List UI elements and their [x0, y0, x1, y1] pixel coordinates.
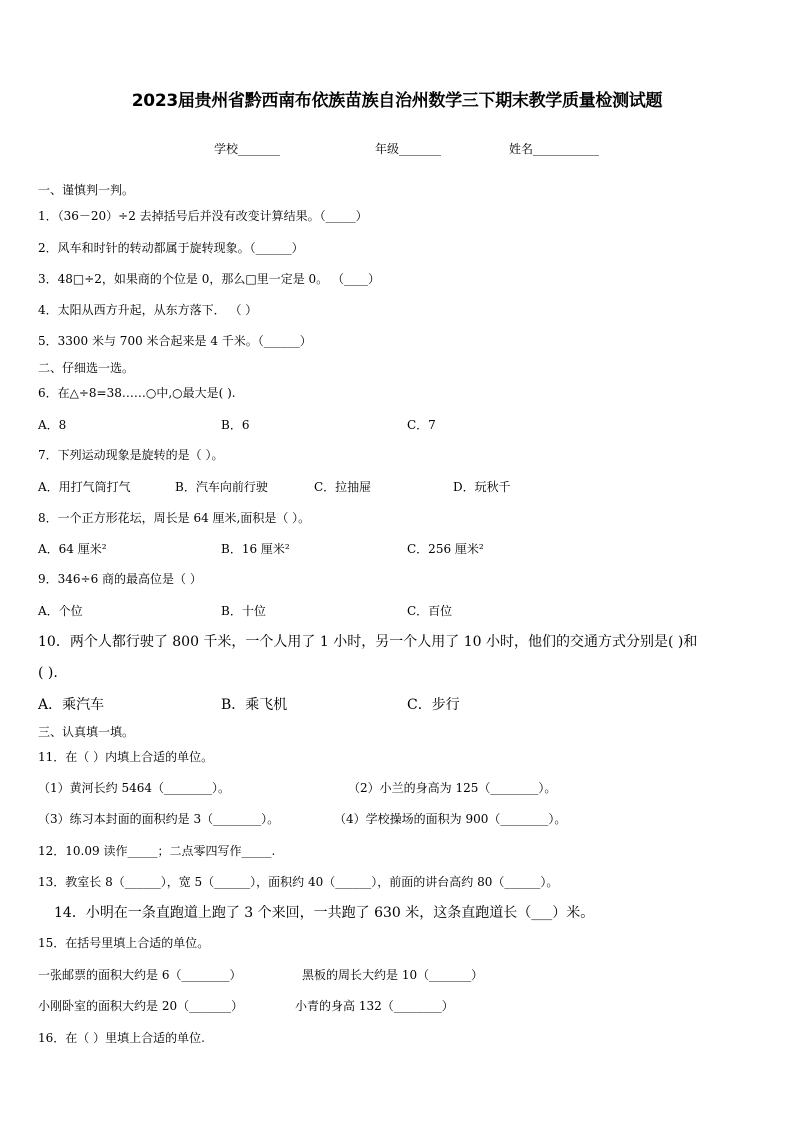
q7-option-a: A．用打气筒打气: [38, 480, 131, 494]
q10-option-b: B．乘飞机: [221, 697, 288, 713]
question-11: 11．在（ ）内填上合适的单位。: [38, 750, 214, 764]
section-heading-2: 二、仔细选一选。: [38, 361, 135, 375]
q15-item-4: 小青的身高 132（________）: [295, 999, 454, 1013]
page-title: 2023届贵州省黔西南布依族苗族自治州数学三下期末教学质量检测试题: [131, 91, 663, 111]
question-15: 15．在括号里填上合适的单位。: [38, 936, 210, 950]
q15-item-1: 一张邮票的面积大约是 6（________）: [38, 968, 242, 982]
q6-option-c: C．7: [407, 418, 436, 432]
question-4: 4．太阳从西方升起，从东方落下． （ ）: [38, 303, 258, 317]
question-6: 6．在△÷8=38……○中,○最大是( ).: [38, 386, 236, 400]
question-8: 8．一个正方形花坛，周长是 64 厘米,面积是（ ）。: [38, 511, 311, 525]
grade-field: 年级_______: [375, 142, 442, 156]
q7-option-c: C．拉抽屉: [314, 480, 372, 494]
q11-item-3: （3）练习本封面的面积约是 3（________）。: [38, 812, 280, 826]
question-12: 12．10.09 读作_____；二点零四写作_____.: [38, 844, 276, 858]
section-heading-1: 一、谨慎判一判。: [38, 183, 135, 197]
section-heading-3: 三、认真填一填。: [38, 725, 135, 739]
q11-item-1: （1）黄河长约 5464（________）。: [38, 781, 230, 795]
q10-option-a: A．乘汽车: [38, 697, 105, 713]
q9-option-c: C．百位: [407, 604, 453, 618]
q11-item-4: （4）学校操场的面积为 900（________）。: [334, 812, 567, 826]
school-field: 学校_______: [214, 142, 281, 156]
q8-option-c: C．256 厘米²: [407, 542, 484, 556]
question-14: 14．小明在一条直跑道上跑了 3 个来回，一共跑了 630 米，这条直跑道长（___）米。: [54, 905, 595, 921]
q10-option-c: C．步行: [407, 697, 460, 713]
q7-option-b: B．汽车向前行驶: [175, 480, 268, 494]
name-field: 姓名___________: [509, 142, 600, 156]
q9-option-b: B．十位: [221, 604, 266, 618]
question-7: 7．下列运动现象是旋转的是（ ）。: [38, 448, 224, 462]
question-10-line-2: ( ).: [38, 665, 58, 681]
question-9: 9．346÷6 商的最高位是（ ）: [38, 572, 202, 586]
q6-option-b: B．6: [221, 418, 250, 432]
question-2: 2．风车和时针的转动都属于旋转现象。（______）: [38, 241, 304, 255]
q9-option-a: A．个位: [38, 604, 83, 618]
question-5: 5．3300 米与 700 米合起来是 4 千米。（______）: [38, 334, 312, 348]
q15-item-2: 黑板的周长大约是 10（_______）: [302, 968, 484, 982]
q6-option-a: A．8: [38, 418, 67, 432]
question-13: 13．教室长 8（______），宽 5（______），面积约 40（______），前面的讲台高约 80（______）。: [38, 875, 559, 889]
q11-item-2: （2）小兰的身高为 125（________）。: [348, 781, 557, 795]
q7-option-d: D．玩秋千: [453, 480, 511, 494]
question-1: 1．（36－20）÷2 去掉括号后并没有改变计算结果。（_____）: [38, 209, 368, 223]
question-10-line-1: 10．两个人都行驶了 800 千米，一个人用了 1 小时，另一个人用了 10 小时，他们的交通方式分别是( )和: [38, 634, 698, 650]
question-16: 16．在（ ）里填上合适的单位.: [38, 1031, 205, 1045]
q8-option-a: A．64 厘米²: [38, 542, 107, 556]
q8-option-b: B．16 厘米²: [221, 542, 290, 556]
q15-item-3: 小刚卧室的面积大约是 20（_______）: [38, 999, 244, 1013]
question-3: 3．48□÷2，如果商的个位是 0，那么□里一定是 0。 （____）: [38, 272, 380, 286]
